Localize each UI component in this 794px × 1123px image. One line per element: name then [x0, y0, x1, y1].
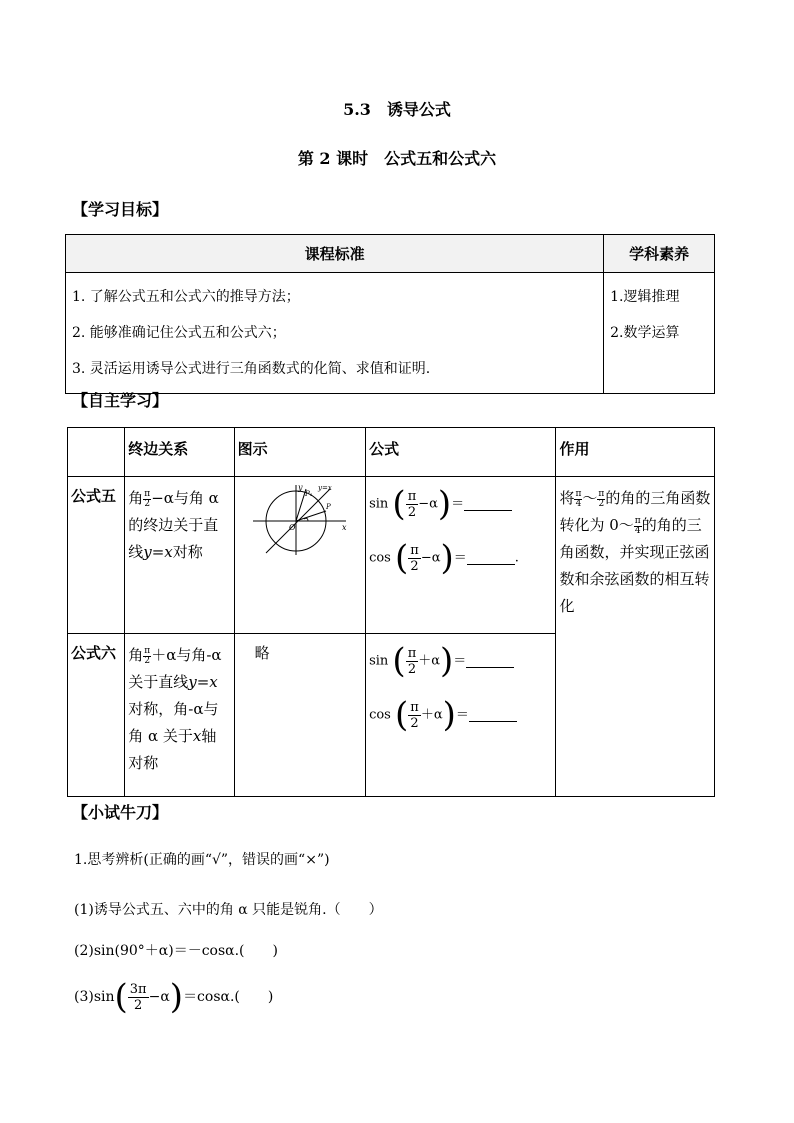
col-header-relation: 终边关系 [125, 428, 234, 477]
plus-alpha: ＋α [151, 646, 177, 664]
practice-heading: 【小试牛刀】 [72, 803, 169, 822]
diagram-cell-6: 略 [234, 634, 365, 797]
answer-blank[interactable] [464, 498, 512, 511]
angle-char: 角 [128, 646, 144, 664]
point-p1-label: P₁ [304, 490, 313, 498]
col-header-standards: 课程标准 [66, 235, 604, 273]
formula-cell-5 [366, 477, 556, 634]
answer-blank[interactable] [467, 552, 515, 565]
relation-cell-6: 角 $\frac{\pi}{2}$ ＋α与角-α关于直线y=x对称，角-α与角 α 关于x轴对称 [125, 634, 234, 797]
objectives-table [65, 234, 715, 394]
point-p-label: P [325, 503, 331, 511]
literacy-item: 2.数学运算 [610, 325, 680, 341]
col-header-formula: 公式 [366, 428, 556, 477]
pi-over-2: $\frac{\pi}{2}$ [144, 645, 151, 666]
question-2: (2)sin(90°＋α)＝－cosα.( ) [74, 943, 278, 959]
formula-cell-6 [366, 634, 556, 797]
standards-cell [66, 273, 604, 394]
practice-intro: 1.思考辨析(正确的画“√”，错误的画“×”) [74, 852, 330, 868]
formula-table [67, 427, 715, 797]
col-header-literacy: 学科素养 [604, 235, 715, 273]
objectives-heading: 【学习目标】 [72, 200, 169, 219]
line-label: y=x [317, 484, 332, 492]
y-axis-label: y [297, 483, 303, 492]
answer-blank[interactable] [466, 655, 514, 668]
diagram-cell-5 [234, 477, 365, 634]
lesson-subtitle: 第 2 课时 公式五和公式六 [297, 149, 497, 168]
pi-over-2: $\frac{\pi}{2}$ [598, 488, 605, 509]
question-1: (1)诱导公式五、六中的角 α 只能是锐角.（ ） [74, 902, 383, 918]
origin-label: O [288, 523, 296, 532]
corner-cell [68, 428, 125, 477]
sin-formula-5: sin ( $\frac{\pi}{2}$ −α)＝ [369, 487, 552, 535]
pi-over-2: $\frac{\pi}{2}$ [144, 488, 151, 509]
x-axis-label: x [341, 523, 347, 532]
cos-formula-5: cos ( $\frac{\pi}{2}$ −α)＝ . [369, 538, 519, 578]
angle-char: 角 [128, 489, 144, 507]
self-study-heading: 【自主学习】 [72, 391, 169, 410]
unit-circle-diagram [238, 481, 356, 561]
literacy-cell [604, 273, 715, 394]
standard-item: 1. 了解公式五和公式六的推导方法； [72, 289, 300, 305]
sin-formula-6: sin ( $\frac{\pi}{2}$ ＋α)＝ [369, 644, 552, 692]
row-label-formula5: 公式五 [68, 477, 125, 634]
section-title: 5.3 诱导公式 [343, 100, 451, 119]
pi-over-4: $\frac{\pi}{4}$ [575, 488, 582, 509]
usage-cell: 将 $\frac{\pi}{4}$ ～ $\frac{\pi}{2}$ 的角的三角函数转化为 0～ $\frac{\pi}{4}$ 的角的三角函数，并实现正弦函数和余弦函数的相互转化 [556, 477, 715, 797]
col-header-diagram: 图示 [234, 428, 365, 477]
standard-item: 3. 灵活运用诱导公式进行三角函数式的化简、求值和证明. [72, 361, 431, 377]
row-label-formula6: 公式六 [68, 634, 125, 797]
standard-item: 2. 能够准确记住公式五和公式六； [72, 325, 286, 341]
answer-blank[interactable] [469, 709, 517, 722]
literacy-item: 1.逻辑推理 [610, 289, 680, 305]
cos-formula-6: cos ( $\frac{\pi}{2}$ ＋α)＝ [369, 698, 552, 746]
relation-cell-5: 角 $\frac{\pi}{2}$ −α与角 α的终边关于直线y=x对称 [125, 477, 234, 634]
minus-alpha: −α [151, 489, 174, 507]
col-header-usage: 作用 [556, 428, 715, 477]
pi-over-4: $\frac{\pi}{4}$ [634, 515, 641, 536]
terminal-side-2 [296, 511, 326, 521]
question-3: (3)sin( $\frac{3\pi}{2}$ −α)＝cosα.( ) [74, 977, 274, 1017]
